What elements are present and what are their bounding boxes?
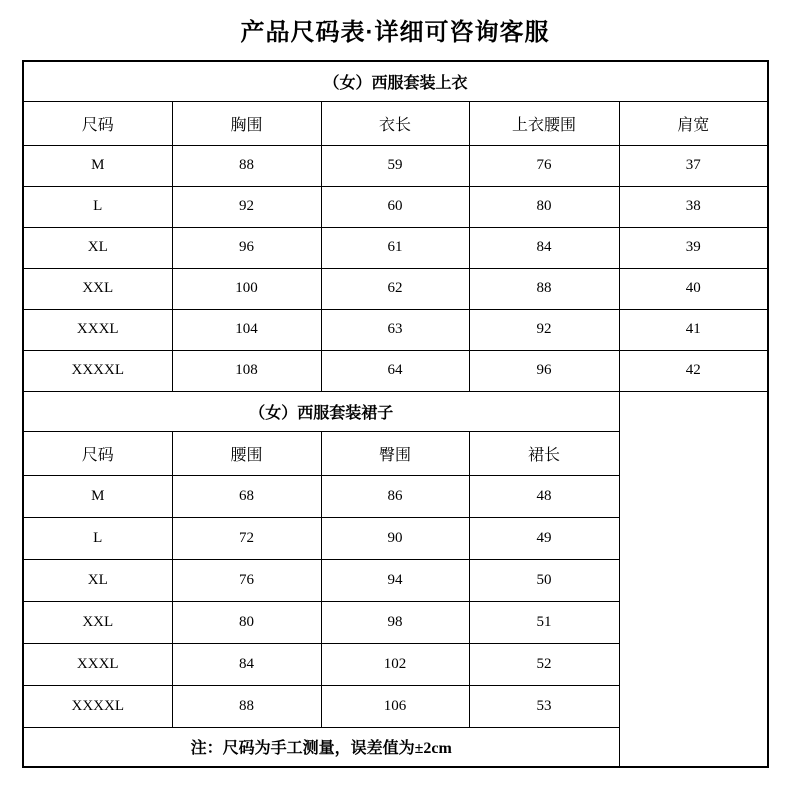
skirt-section-title-row [23,391,768,431]
skirt-col-header-length: 裙长 [469,431,619,475]
value-cell: 86 [321,475,469,517]
value-cell: 52 [469,643,619,685]
measurement-note: 注：尺码为手工测量，误差值为±2cm [23,727,619,767]
jacket-row-m [23,145,768,186]
value-cell: 50 [469,559,619,601]
value-cell: 76 [469,145,619,186]
value-cell: 76 [172,559,321,601]
value-cell: 100 [172,268,321,309]
value-cell: 80 [172,601,321,643]
value-cell: 108 [172,350,321,391]
skirt-col-header-waist: 腰围 [172,431,321,475]
value-cell: 37 [619,145,768,186]
value-cell: 92 [172,186,321,227]
value-cell: 90 [321,517,469,559]
jacket-section-title: （女）西服套装上衣 [23,61,768,101]
jacket-row-l [23,186,768,227]
value-cell: 49 [469,517,619,559]
value-cell: 88 [172,145,321,186]
value-cell: 62 [321,268,469,309]
jacket-row-xxl [23,268,768,309]
value-cell: 40 [619,268,768,309]
value-cell: 63 [321,309,469,350]
value-cell: 88 [172,685,321,727]
value-cell: 60 [321,186,469,227]
size-cell: M [23,475,172,517]
size-chart-table [22,60,769,768]
value-cell: 98 [321,601,469,643]
size-cell: L [23,517,172,559]
size-cell: XXXXL [23,350,172,391]
jacket-col-header-size: 尺码 [23,101,172,145]
value-cell: 38 [619,186,768,227]
size-cell: M [23,145,172,186]
jacket-row-xxxxl [23,350,768,391]
size-cell: XXL [23,268,172,309]
value-cell: 96 [469,350,619,391]
skirt-section-title: （女）西服套装裙子 [23,391,619,431]
value-cell: 53 [469,685,619,727]
jacket-col-header-length: 衣长 [321,101,469,145]
value-cell: 64 [321,350,469,391]
jacket-col-header-shoulder: 肩宽 [619,101,768,145]
value-cell: 61 [321,227,469,268]
value-cell: 41 [619,309,768,350]
page-title: 产品尺码表·详细可咨询客服 [240,19,550,46]
size-cell: XXXXL [23,685,172,727]
value-cell: 39 [619,227,768,268]
jacket-col-header-waist: 上衣腰围 [469,101,619,145]
value-cell: 94 [321,559,469,601]
jacket-section-title-row [23,61,768,101]
value-cell: 96 [172,227,321,268]
value-cell: 106 [321,685,469,727]
size-cell: XXL [23,601,172,643]
value-cell: 42 [619,350,768,391]
value-cell: 51 [469,601,619,643]
size-cell: XXXL [23,309,172,350]
skirt-col-header-size: 尺码 [23,431,172,475]
empty-merged-cell [619,391,768,767]
value-cell: 88 [469,268,619,309]
size-cell: XXXL [23,643,172,685]
value-cell: 84 [172,643,321,685]
size-cell: L [23,186,172,227]
value-cell: 92 [469,309,619,350]
size-cell: XL [23,227,172,268]
value-cell: 59 [321,145,469,186]
jacket-col-header-chest: 胸围 [172,101,321,145]
jacket-header-row [23,101,768,145]
value-cell: 72 [172,517,321,559]
value-cell: 48 [469,475,619,517]
value-cell: 68 [172,475,321,517]
jacket-row-xl [23,227,768,268]
jacket-row-xxxl [23,309,768,350]
skirt-col-header-hip: 臀围 [321,431,469,475]
value-cell: 84 [469,227,619,268]
value-cell: 102 [321,643,469,685]
value-cell: 104 [172,309,321,350]
size-cell: XL [23,559,172,601]
value-cell: 80 [469,186,619,227]
